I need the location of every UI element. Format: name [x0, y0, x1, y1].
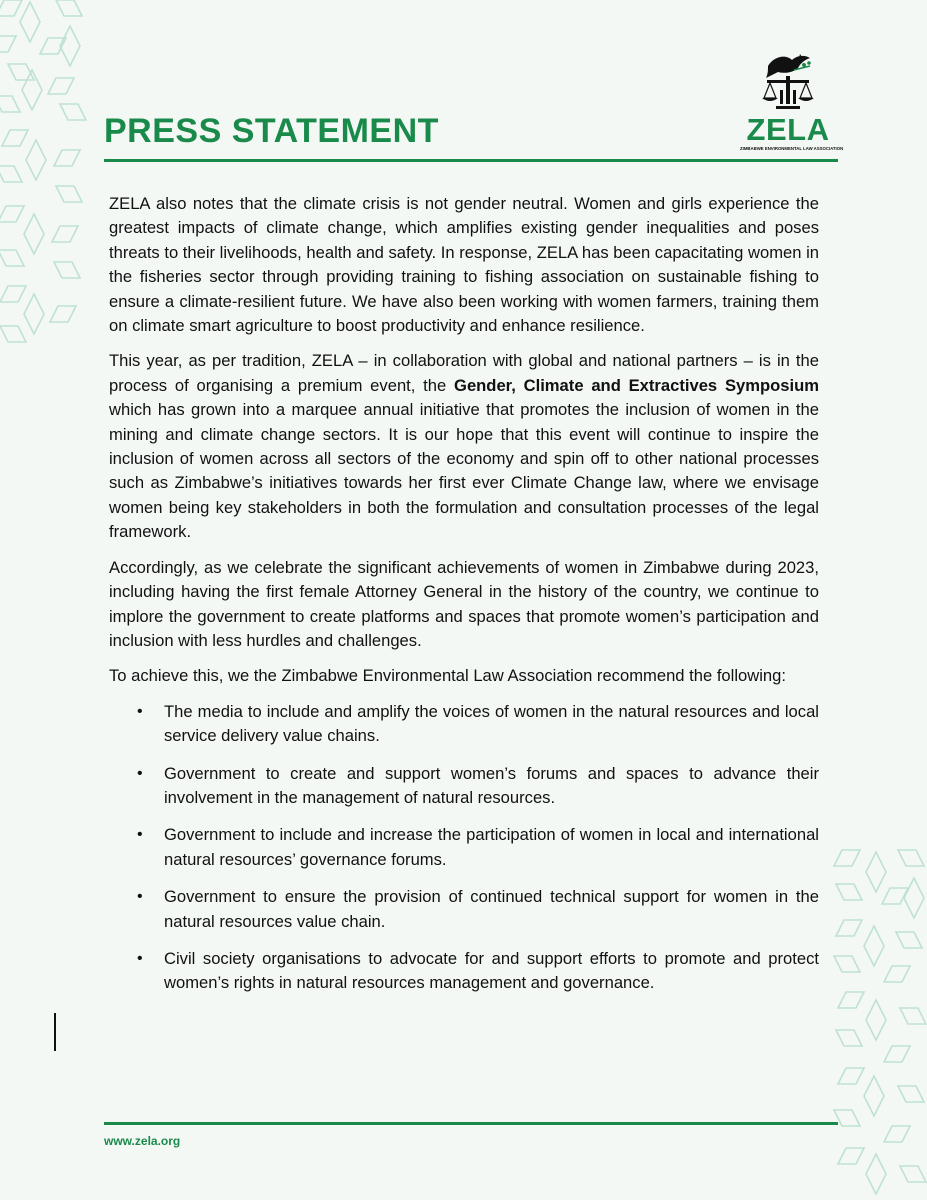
dove-scales-icon	[738, 48, 838, 114]
zela-logo	[738, 48, 844, 156]
paragraph-text: which has grown into a marquee annual initiative that promotes the inclusion of women in the mining and climate change sectors. It is our hope that this event will continue to inspire the inclusion of women across all sectors of the economy and spin off to other national processes such as Zimbabwe’s initiatives towards her first ever Climate Change law, where we envisage women being key stakeholders in both the formulation and consultation processes of the legal framework.	[109, 400, 819, 542]
logo-wordmark: ZELA	[746, 112, 830, 147]
paragraph: ZELA also notes that the climate crisis is not gender neutral. Women and girls experience the greatest impacts of climate change, which amplifies existing gender inequalities and poses threats to their livelihoods, health and safety. In response, ZELA has been capacitating women in the fisheries sector through providing training to fishing association on sustainable fishing to ensure a climate-resilient future. We have also been working with women farmers, training them on climate smart agriculture to boost productivity and enhance resilience.	[109, 194, 819, 336]
symposium-name: Gender, Climate and Extractives Symposium	[454, 375, 819, 395]
list-item	[109, 823, 819, 872]
list-item	[109, 947, 819, 996]
list-item-text: The media to include and amplify the voices of women in the natural resources and local service delivery value chains.	[164, 701, 819, 746]
footer-divider	[104, 1122, 838, 1125]
paragraph-text: This year, as per tradition, ZELA – in collaboration with global and national partners – is in the process of organising a premium event, the	[109, 351, 819, 395]
list-item-text: Government to include and increase the participation of women in local and international natural resources’ governance forums.	[164, 825, 819, 869]
website-link[interactable]: www.zela.org	[104, 1134, 181, 1148]
list-item-text: Government to create and support women’s forums and spaces to advance their involvement in the management of natural resources.	[164, 763, 819, 807]
list-item	[109, 700, 819, 749]
list-item	[109, 762, 819, 811]
list-item	[109, 885, 819, 934]
bullet: •	[137, 702, 143, 720]
statement-body	[109, 192, 819, 1009]
bullet: •	[137, 826, 143, 844]
bullet: •	[137, 949, 143, 967]
recommendations-list	[109, 700, 819, 996]
header-divider	[104, 159, 838, 162]
text-cursor-mark	[54, 1013, 56, 1051]
list-item-text: Civil society organisations to advocate for and support efforts to promote and protect women’s rights in natural resources management and governance.	[164, 948, 819, 993]
paragraph: Accordingly, as we celebrate the significant achievements of women in Zimbabwe during 2023, including having the first female Attorney General in the history of the country, we continue to implore the government to create platforms and spaces that promote women’s participation and inclusion with less hurdles and challenges.	[109, 557, 819, 650]
paragraph: To achieve this, we the Zimbabwe Environmental Law Association recommend the following:	[109, 666, 786, 686]
decorative-pattern-right	[832, 848, 927, 1200]
list-item-text: Government to ensure the provision of continued technical support for women in the natural resources value chain.	[164, 887, 819, 931]
bullet: •	[137, 764, 143, 782]
logo-subtitle: ZIMBABWE ENVIRONMENTAL LAW ASSOCIATION	[740, 146, 844, 151]
decorative-pattern-left	[0, 0, 95, 350]
page-title: PRESS STATEMENT	[104, 112, 439, 150]
bullet: •	[137, 888, 143, 906]
paragraph	[109, 349, 819, 544]
